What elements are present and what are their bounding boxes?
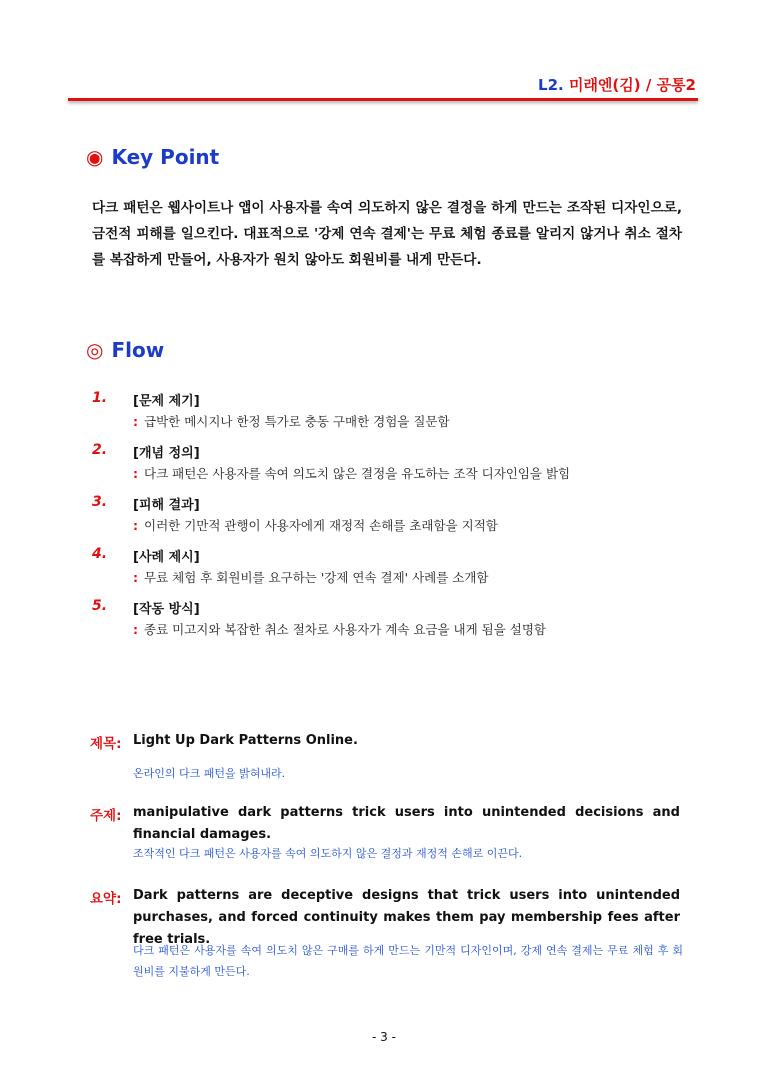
flow-description	[133, 516, 498, 534]
double-circle-icon: ◎	[86, 338, 104, 362]
colon-marker: :	[133, 622, 138, 637]
page-header	[538, 74, 696, 95]
flow-number: 5.	[92, 598, 108, 614]
flow-description	[133, 568, 489, 586]
flow-number: 3.	[92, 494, 108, 510]
lesson-label: L2.	[538, 76, 564, 94]
flow-description	[133, 412, 450, 430]
flow-description-text: 무료 체험 후 회원비를 요구하는 '강제 연속 결제' 사례를 소개함	[144, 570, 489, 585]
key-point-text: 다크 패턴은 웹사이트나 앱이 사용자를 속여 의도하지 않은 결정을 하게 만드는 조작된 디자인으로, 금전적 피해를 일으킨다. 대표적으로 '강제 연속 결제'는 무료 체험 종료를 알리지 않거나 취소 절차를 복잡하게 만들어, 사용자가 원치 않아도 회원비를 내게 만든다.	[92, 200, 682, 268]
colon-marker: :	[133, 414, 138, 429]
colon-marker: :	[133, 518, 138, 533]
title-label: 제목:	[90, 736, 122, 752]
colon-marker: :	[133, 466, 138, 481]
author-label: 미래엔(김)	[568, 76, 641, 94]
key-point-heading	[86, 145, 219, 169]
flow-description-text: 종료 미고지와 복잡한 취소 절차로 사용자가 계속 요금을 내게 됨을 설명함	[144, 622, 546, 637]
flow-description	[133, 620, 546, 638]
page-number: - 3 -	[372, 1030, 396, 1044]
flow-title: Flow	[111, 338, 165, 362]
colon-marker: :	[133, 570, 138, 585]
header-separator: /	[645, 76, 652, 94]
title-korean: 온라인의 다크 패턴을 밝혀내라.	[133, 767, 286, 780]
flow-number: 4.	[92, 546, 108, 562]
flow-heading	[86, 338, 164, 362]
category-label: 공통2	[656, 76, 696, 94]
flow-description-text: 급박한 메시지나 한정 특가로 충동 구매한 경험을 질문함	[144, 414, 450, 429]
flow-title-item: [피해 결과]	[133, 498, 200, 513]
summary-label: 요약:	[90, 891, 122, 907]
target-icon: ◉	[86, 145, 104, 169]
flow-title-item: [문제 제기]	[133, 394, 200, 409]
summary-english: Dark patterns are deceptive designs that trick users into unintended purchases, and forced continuity makes them pay membership fees after free trials.	[133, 888, 680, 947]
header-rule	[68, 98, 698, 101]
title-english: Light Up Dark Patterns Online.	[133, 733, 358, 748]
flow-title-item: [사례 제시]	[133, 550, 200, 565]
flow-number: 1.	[92, 390, 108, 406]
topic-english: manipulative dark patterns trick users into unintended decisions and financial damages.	[133, 805, 680, 842]
flow-description-text: 이러한 기만적 관행이 사용자에게 재정적 손해를 초래함을 지적함	[144, 518, 498, 533]
flow-title-item: [작동 방식]	[133, 602, 200, 617]
flow-description-text: 다크 패턴은 사용자를 속여 의도치 않은 결정을 유도하는 조작 디자인임을 밝힘	[144, 466, 571, 481]
flow-number: 2.	[92, 442, 108, 458]
topic-korean: 조작적인 다크 패턴은 사용자를 속여 의도하지 않은 결정과 재정적 손해로 이끈다.	[133, 847, 523, 860]
topic-label: 주제:	[90, 808, 122, 824]
summary-korean: 다크 패턴은 사용자를 속여 의도치 않은 구매를 하게 만드는 기만적 디자인이며, 강제 연속 결제는 무료 체험 후 회원비를 지불하게 만든다.	[133, 944, 683, 978]
flow-title-item: [개념 정의]	[133, 446, 200, 461]
flow-description	[133, 464, 570, 482]
key-point-title: Key Point	[111, 145, 220, 169]
